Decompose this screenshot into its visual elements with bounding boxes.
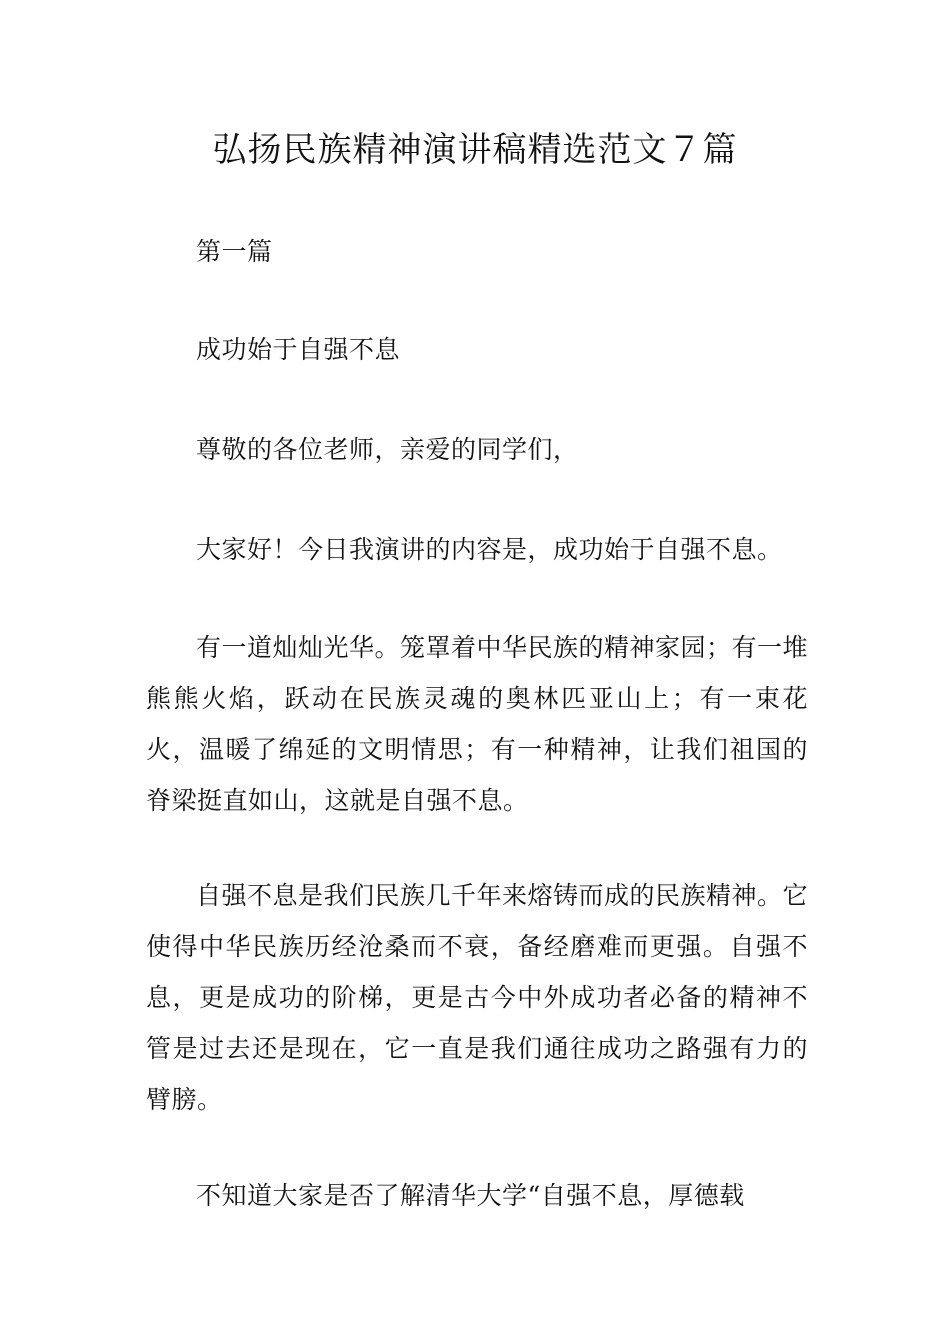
paragraph-3: 不知道大家是否了解清华大学“自强不息，厚德载	[196, 1181, 745, 1210]
paragraph-2: 自强不息是我们民族几千年来熔铸而成的民族精神。它使得中华民族历经沧桑而不衰，备经磨难而更强。自强不息，更是成功的阶梯，更是古今中外成功者必备的精神不管是过去还是现在，它一直是我们通往成功之路强有力的臂膀。	[146, 881, 809, 1114]
paragraph-1: 有一道灿灿光华。笼罩着中华民族的精神家园；有一堆熊熊火焰，跃动在民族灵魂的奥林匹亚山上；有一束花火，温暖了绵延的文明情思；有一种精神，让我们祖国的脊梁挺直如山，这就是自强不息。	[146, 633, 809, 815]
opening-line: 大家好！今日我演讲的内容是，成功始于自强不息。	[196, 535, 783, 564]
salutation: 尊敬的各位老师，亲爱的同学们，	[196, 435, 579, 464]
section-heading: 第一篇	[196, 237, 273, 266]
speech-title: 成功始于自强不息	[196, 335, 401, 364]
document-title: 弘扬民族精神演讲稿精选范文７篇	[212, 130, 738, 170]
